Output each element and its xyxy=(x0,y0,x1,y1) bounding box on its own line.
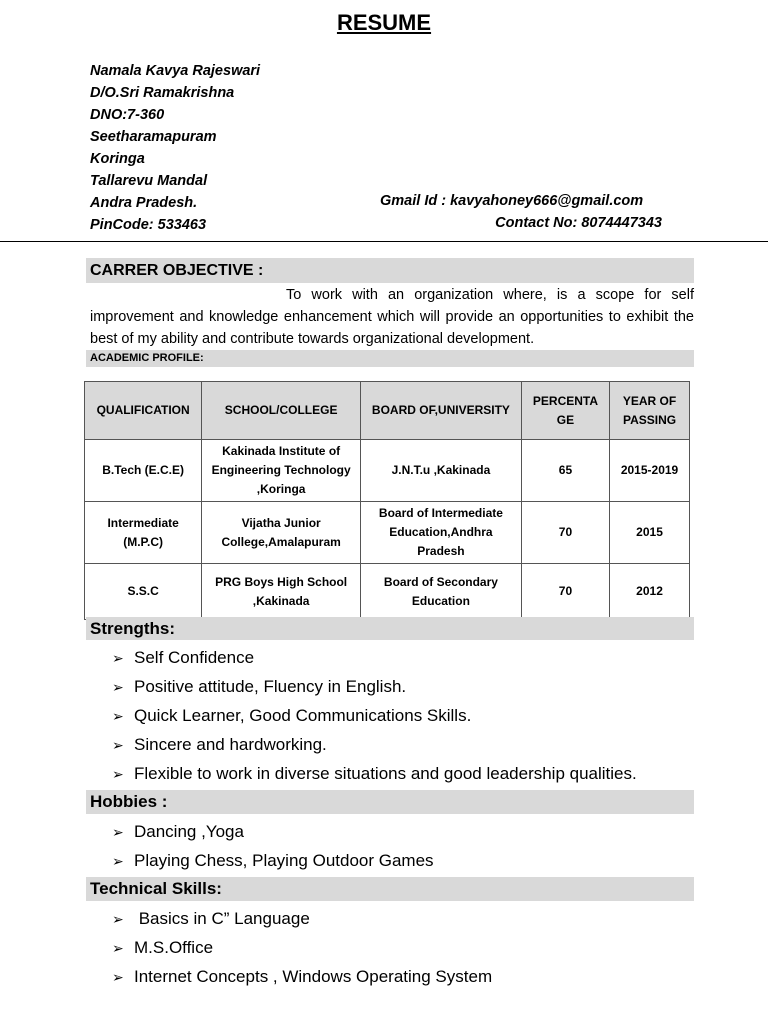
table-row xyxy=(85,440,690,502)
list-item-text: Positive attitude, Fluency in English. xyxy=(134,677,407,696)
mandal: Tallarevu Mandal xyxy=(90,173,208,189)
list-item-text: M.S.Office xyxy=(134,938,214,957)
objective-text xyxy=(90,284,694,350)
list-item-text: Sincere and hardworking. xyxy=(134,735,327,754)
table-cell: Intermediate (M.P.C) xyxy=(85,502,202,564)
list-item xyxy=(112,962,492,991)
table-row xyxy=(85,502,690,564)
village: Seetharamapuram xyxy=(90,129,217,145)
strengths-heading: Strengths: xyxy=(86,617,694,640)
table-cell: 2015 xyxy=(610,502,690,564)
technical-skills-list xyxy=(112,904,492,991)
list-item xyxy=(112,643,637,672)
technical-skills-heading: Technical Skills: xyxy=(86,877,694,901)
list-item xyxy=(112,904,492,933)
resume-title: RESUME xyxy=(336,10,432,35)
address-block xyxy=(90,60,260,236)
column-header: QUALIFICATION xyxy=(85,382,202,440)
objective-heading: CARRER OBJECTIVE : xyxy=(86,258,694,283)
divider-line xyxy=(0,241,768,242)
table-header-row xyxy=(85,382,690,440)
arrow-bullet-icon: ➢ xyxy=(112,824,124,840)
arrow-bullet-icon: ➢ xyxy=(112,708,124,724)
list-item xyxy=(112,672,637,701)
arrow-bullet-icon: ➢ xyxy=(112,853,124,869)
table-cell: 65 xyxy=(521,440,609,502)
phone: Contact No: 8074447343 xyxy=(495,215,662,231)
list-item-text: Dancing ,Yoga xyxy=(134,822,244,841)
objective-body: To work with an organization where, is a scope for self improvement and knowledge enhancement which will provide an opportunities to exhibit the best of my ability and contribute towards organizational development. xyxy=(90,287,694,347)
door-number: DNO:7-360 xyxy=(90,107,165,123)
list-item xyxy=(112,933,492,962)
table-cell: Kakinada Institute of Engineering Technology ,Koringa xyxy=(202,440,361,502)
table-cell: B.Tech (E.C.E) xyxy=(85,440,202,502)
table-cell: 70 xyxy=(521,502,609,564)
parent-name: D/O.Sri Ramakrishna xyxy=(90,85,235,101)
email: Gmail Id : kavyahoney666@gmail.com xyxy=(380,193,644,209)
list-item xyxy=(112,846,434,875)
arrow-bullet-icon: ➢ xyxy=(112,911,124,927)
table-cell: S.S.C xyxy=(85,564,202,620)
list-item-text: Quick Learner, Good Communications Skills. xyxy=(134,706,472,725)
list-item xyxy=(112,730,637,759)
arrow-bullet-icon: ➢ xyxy=(112,679,124,695)
column-header: BOARD OF,UNIVERSITY xyxy=(361,382,522,440)
table-cell: 70 xyxy=(521,564,609,620)
hobbies-list xyxy=(112,817,434,875)
table-row xyxy=(85,564,690,620)
list-item-text: Basics in C” Language xyxy=(134,909,310,928)
list-item-text: Flexible to work in diverse situations and good leadership qualities. xyxy=(134,764,637,783)
table-cell: 2015-2019 xyxy=(610,440,690,502)
pincode: PinCode: 533463 xyxy=(90,217,207,233)
list-item xyxy=(112,701,637,730)
table-cell: Board of Intermediate Education,Andhra Pradesh xyxy=(361,502,522,564)
column-header: YEAR OF PASSING xyxy=(610,382,690,440)
state: Andra Pradesh. xyxy=(90,195,198,211)
list-item-text: Self Confidence xyxy=(134,648,255,667)
arrow-bullet-icon: ➢ xyxy=(112,737,124,753)
table-cell: PRG Boys High School ,Kakinada xyxy=(202,564,361,620)
column-header: SCHOOL/COLLEGE xyxy=(202,382,361,440)
academic-table xyxy=(84,381,690,620)
table-cell: 2012 xyxy=(610,564,690,620)
table-cell: Vijatha Junior College,Amalapuram xyxy=(202,502,361,564)
arrow-bullet-icon: ➢ xyxy=(112,969,124,985)
arrow-bullet-icon: ➢ xyxy=(112,766,124,782)
arrow-bullet-icon: ➢ xyxy=(112,650,124,666)
list-item xyxy=(112,759,637,788)
table-cell: J.N.T.u ,Kakinada xyxy=(361,440,522,502)
column-header: PERCENTA GE xyxy=(521,382,609,440)
hobbies-heading: Hobbies : xyxy=(86,790,694,814)
town: Koringa xyxy=(90,151,145,167)
table-cell: Board of Secondary Education xyxy=(361,564,522,620)
strengths-list xyxy=(112,643,637,788)
list-item-text: Playing Chess, Playing Outdoor Games xyxy=(134,851,434,870)
list-item-text: Internet Concepts , Windows Operating System xyxy=(134,967,493,986)
candidate-name: Namala Kavya Rajeswari xyxy=(90,63,261,79)
academic-heading: ACADEMIC PROFILE: xyxy=(86,350,694,367)
arrow-bullet-icon: ➢ xyxy=(112,940,124,956)
list-item xyxy=(112,817,434,846)
